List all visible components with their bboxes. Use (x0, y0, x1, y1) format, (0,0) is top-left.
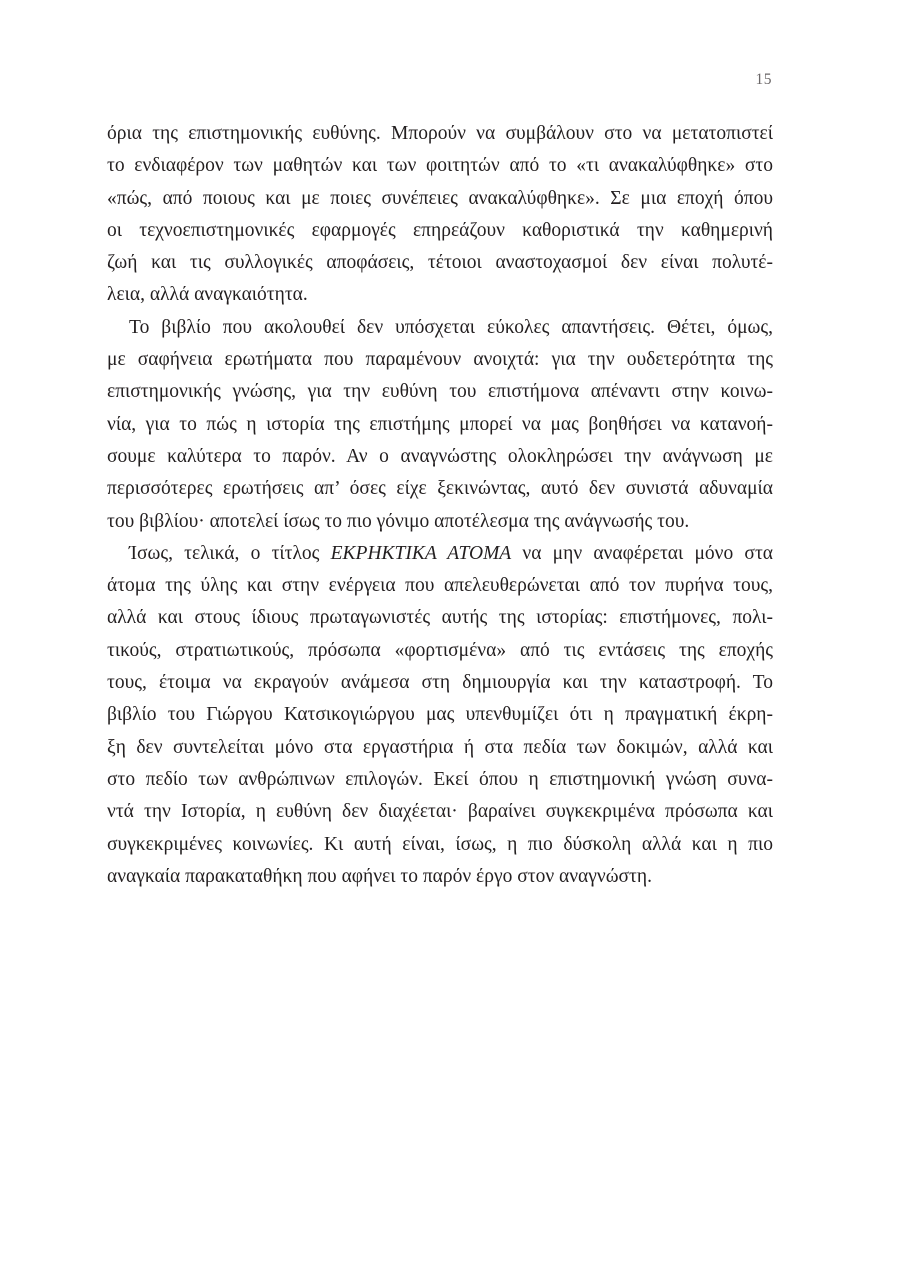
paragraph-3 (107, 538, 773, 893)
text-line: επιστημονικής γνώσης, για την ευθύνη του επιστήμονα απέναντι στην κοινω- (107, 381, 773, 403)
text-run: να μην αναφέρεται μόνο στα (511, 542, 773, 564)
text-line: οι τεχνοεπιστημονικές εφαρμογές επηρεάζουν καθοριστικά την καθημερινή (107, 219, 773, 241)
text-line: βιβλίο του Γιώργου Κατσικογιώργου μας υπενθυμίζει ότι η πραγματική έκρη- (107, 704, 773, 726)
paragraph-2 (107, 312, 773, 538)
text-line: συγκεκριμένες κοινωνίες. Κι αυτή είναι, ίσως, η πιο δύσκολη αλλά και η πιο (107, 833, 773, 855)
text-line: τικούς, στρατιωτικούς, πρόσωπα «φορτισμένα» από τις εντάσεις της εποχής (107, 639, 773, 661)
text-line: με σαφήνεια ερωτήματα που παραμένουν ανοιχτά: για την ουδετερότητα της (107, 349, 773, 371)
paragraph-1 (107, 118, 773, 312)
text-line: άτομα της ύλης και στην ενέργεια που απελευθερώνεται από τον πυρήνα τους, (107, 575, 773, 597)
text-line: νία, για το πώς η ιστορία της επιστήμης μπορεί να μας βοηθήσει να κατανοή- (107, 413, 773, 435)
text-line (107, 538, 773, 570)
text-line: ντά την Ιστορία, η ευθύνη δεν διαχέεται· βαραίνει συγκεκριμένα πρόσωπα και (107, 801, 773, 823)
text-run: Ίσως, τελικά, ο τίτλος (129, 542, 331, 564)
text-line: ζωή και τις συλλογικές αποφάσεις, τέτοιοι αναστοχασμοί δεν είναι πολυτέ- (107, 252, 773, 274)
body-text (107, 118, 773, 893)
text-line: σουμε καλύτερα το παρόν. Αν ο αναγνώστης ολοκληρώσει την ανάγνωση με (107, 445, 773, 467)
page-number: 15 (755, 71, 772, 88)
text-line: όρια της επιστημονικής ευθύνης. Μπορούν να συμβάλουν στο να μετατοπιστεί (107, 123, 773, 144)
text-line: του βιβλίου· αποτελεί ίσως το πιο γόνιμο αποτέλεσμα της ανάγνωσής του. (107, 510, 690, 532)
book-title: ΕΚΡΗΚΤΙΚΑ ΑΤΟΜΑ (330, 542, 512, 564)
text-line: λεια, αλλά αναγκαιότητα. (107, 284, 308, 306)
text-line: περισσότερες ερωτήσεις απ’ όσες είχε ξεκινώντας, αυτό δεν συνιστά αδυναμία (107, 478, 773, 500)
text-line: αναγκαία παρακαταθήκη που αφήνει το παρόν έργο στον αναγνώστη. (107, 865, 652, 887)
text-line: ξη δεν συντελείται μόνο στα εργαστήρια ή στα πεδία των δοκιμών, αλλά και (107, 736, 773, 758)
text-line: «πώς, από ποιους και με ποιες συνέπειες ανακαλύφθηκε». Σε μια εποχή όπου (107, 187, 773, 209)
text-line: στο πεδίο των ανθρώπινων επιλογών. Εκεί όπου η επιστημονική γνώση συνα- (107, 768, 773, 790)
text-line: το ενδιαφέρον των μαθητών και των φοιτητών από το «τι ανακαλύφθηκε» στο (107, 155, 773, 177)
text-line: Το βιβλίο που ακολουθεί δεν υπόσχεται εύκολες απαντήσεις. Θέτει, όμως, (129, 316, 773, 338)
text-line: τους, έτοιμα να εκραγούν ανάμεσα στη δημιουργία και την καταστροφή. Το (107, 672, 773, 694)
text-line: αλλά και στους ίδιους πρωταγωνιστές αυτής της ιστορίας: επιστήμονες, πολι- (107, 607, 773, 629)
